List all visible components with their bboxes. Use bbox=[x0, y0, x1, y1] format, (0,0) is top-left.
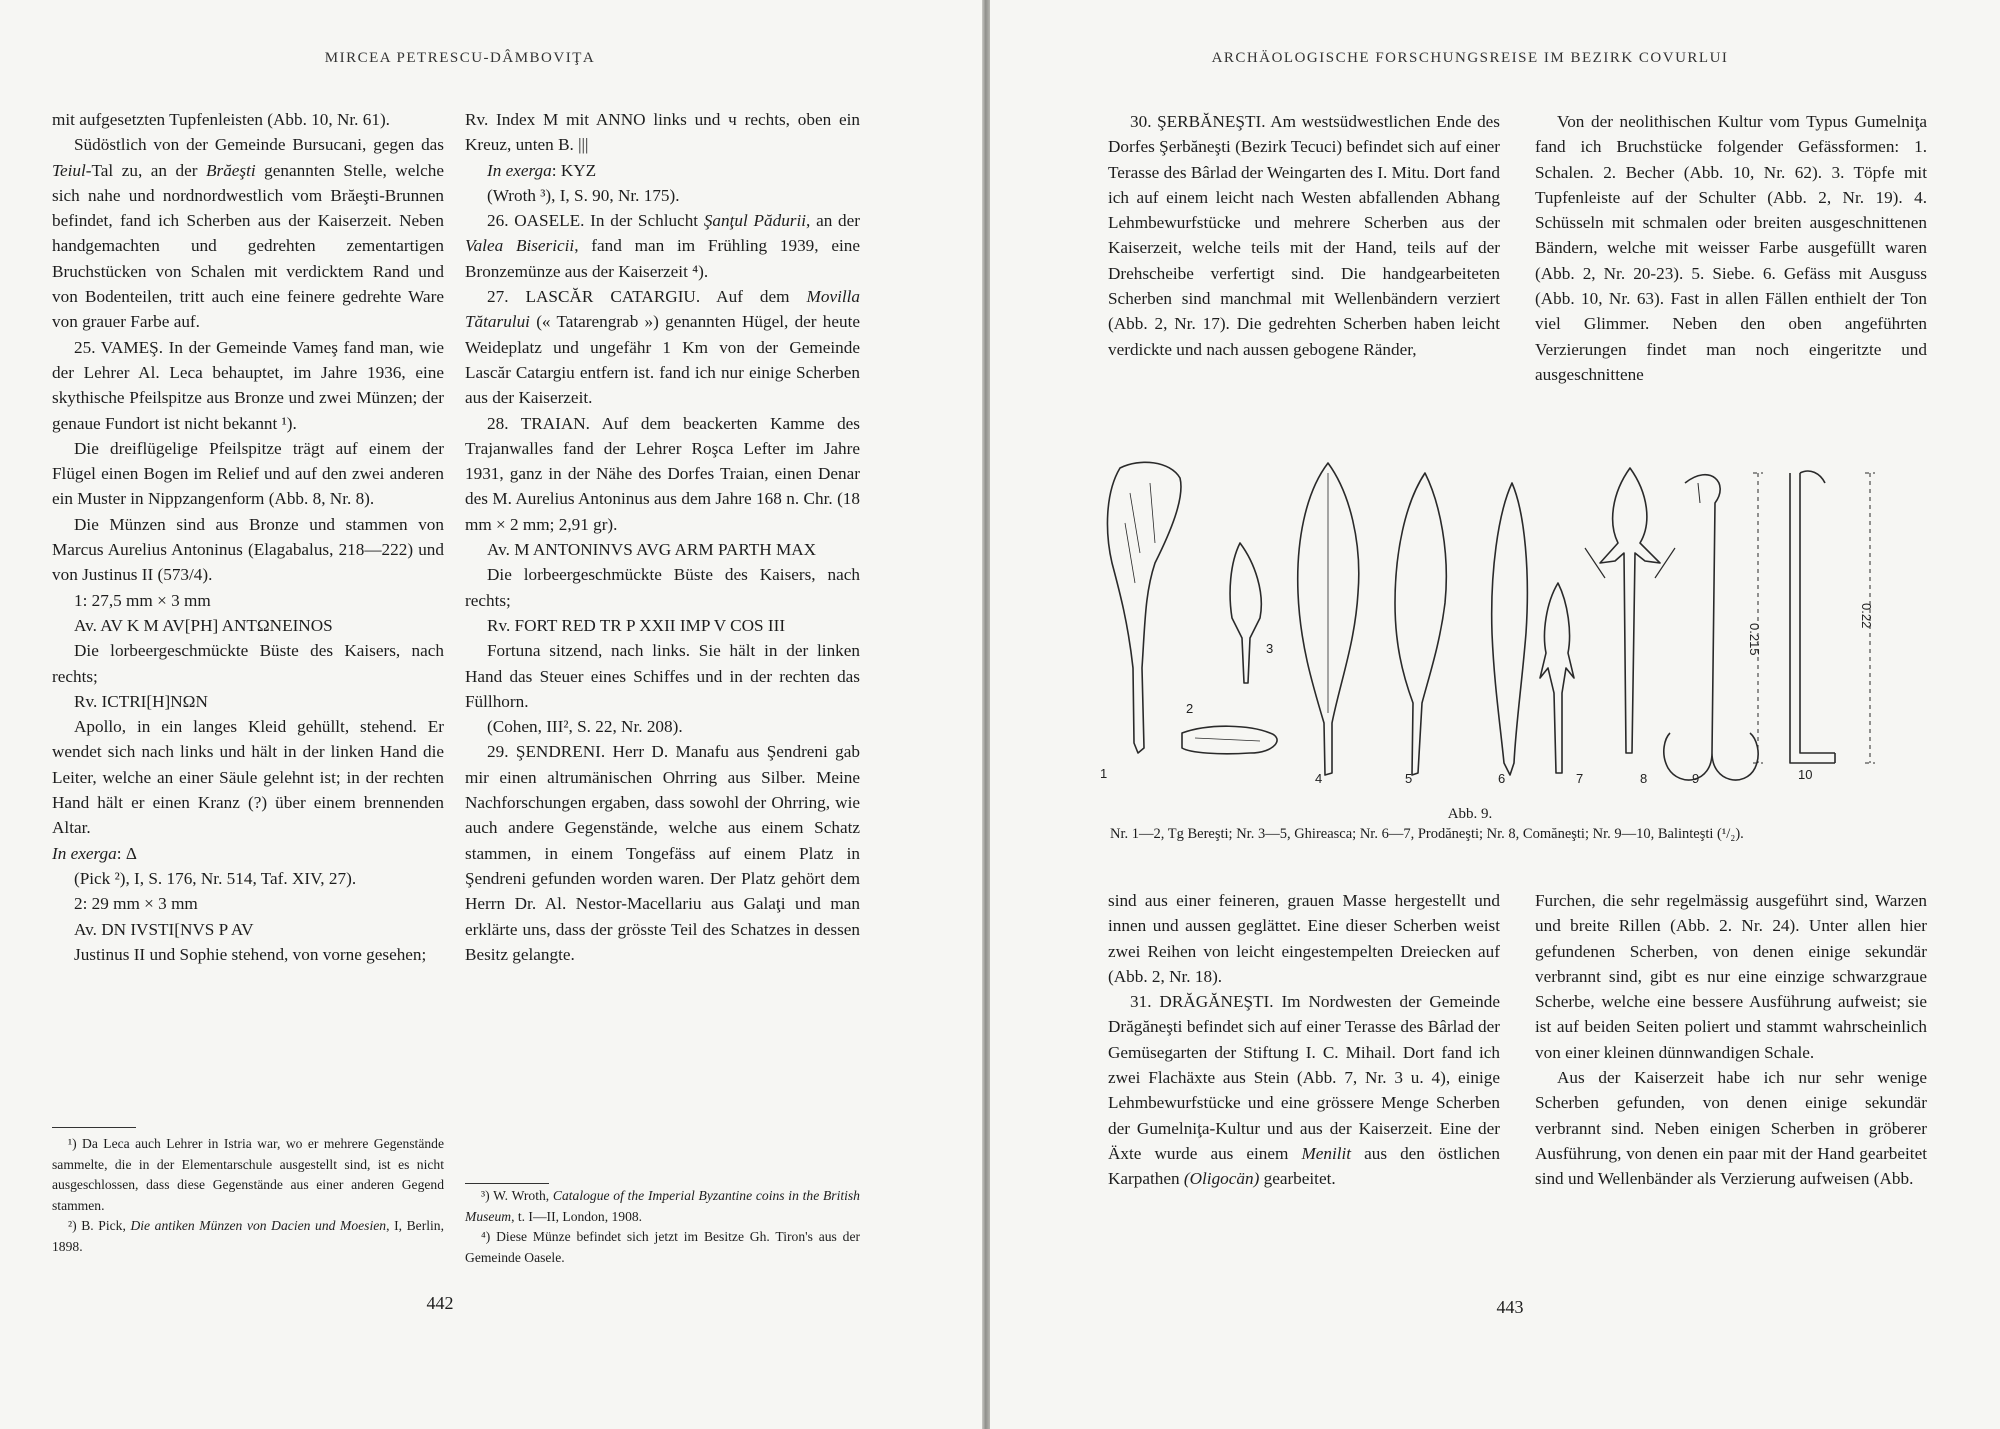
figure-label-3: 3 bbox=[1266, 641, 1274, 656]
book-gutter bbox=[982, 0, 990, 1429]
running-head: ARCHÄOLOGISCHE FORSCHUNGSREISE IM BEZIRK COVURLUI bbox=[1211, 50, 1729, 66]
footnote-rule bbox=[52, 1127, 136, 1128]
artifact-7 bbox=[1540, 583, 1574, 773]
text-run: Südöstlich von der Gemeinde Bursucani, gegen das bbox=[74, 135, 444, 155]
paragraph bbox=[52, 841, 444, 866]
paragraph: 29. ŞENDRENI. Herr D. Manafu aus Şendreni gab mir einen altrumänischen Ohrring aus Silber. Meine Nachforschungen ergaben, dass sowohl der Ohrring, wie auch andere Gegenstände, welche aus einem Schatz stammen, in einem Tongefäss auf einem Platz in Şendreni gefunden worden waren. Der Platz gehört dem Herrn Dr. Al. Nestor-Macellariu aus Galaţi und man erklärte uns, dass der grösste Teil des Schatzes in dessen Besitz gelangte. bbox=[465, 742, 860, 964]
artifact-6 bbox=[1492, 483, 1528, 775]
artifact-1 bbox=[1107, 462, 1181, 753]
paragraph: 30. ŞERBĂNEŞTI. Am westsüdwestlichen Ende des Dorfes Şerbăneşti (Bezirk Tecuci) befindet sich auf einer Terasse des Bârlad der Weingarten des I. Mitu. Dort fand ich auf einem leicht nach Westen abfallenden Abhang Lehmbewurfstücke und mehrere Scherben aus der Kaiserzeit, welche teils mit der Hand, teils auf der Drehscheibe verfertigt sind. Die handgearbeiteten Scherben sind manchmal mit Wellenbändern verziert (Abb. 2, Nr. 17). Die gedrehten Scherben haben leicht verdickte und nach aussen gebogene Ränder, bbox=[1108, 112, 1500, 359]
paragraph: Die lorbeergeschmückte Büste des Kaisers, nach rechts; bbox=[52, 641, 444, 686]
text-run: , I, Berlin, 1898. bbox=[52, 1218, 444, 1254]
left-page-column-1 bbox=[52, 107, 444, 967]
figure-label-10: 10 bbox=[1798, 767, 1813, 782]
figure-label-1: 1 bbox=[1100, 766, 1108, 781]
paragraph: 1: 27,5 mm × 3 mm bbox=[74, 590, 211, 610]
text-run: gearbeitet. bbox=[1259, 1169, 1336, 1189]
artifact-2 bbox=[1182, 726, 1277, 754]
text-run: , t. I—II, London, 1908. bbox=[511, 1208, 643, 1224]
page-number: 442 bbox=[426, 1293, 454, 1313]
text-run: , fand man im Frühling 1939, eine Bronzemünze aus der Kaiserzeit ⁴). bbox=[465, 236, 860, 281]
text-run: 31. DRĂGĂNEŞTI. Im Nordwesten der Gemeinde Drăgăneşti befindet sich auf einer Terasse des Bârlad der Gemüsegarten der Stiftung I. C. Mihail. Dort fand ich zwei Flachäxte aus Stein (Abb. 7, Nr. 3 u. 4), einige Lehmbewurfstücke und eine grössere Menge Scherben der Gumelniţa-Kultur und aus der Kaiserzeit. Eine der Äxte wurde aus einem bbox=[1108, 992, 1500, 1163]
running-head: MIRCEA PETRESCU-DÂMBOVIŢA bbox=[324, 50, 596, 66]
text-run: 26. OASELE. In der Schlucht bbox=[487, 211, 704, 231]
paragraph: 25. VAMEŞ. In der Gemeinde Vameş fand man, wie der Lehrer Al. Leca behauptet, im Jahre 1936, eine skythische Pfeilspitze aus Bronze und zwei Münzen; der genaue Fundort ist nicht bekannt ¹). bbox=[52, 337, 444, 433]
paragraph: Fortuna sitzend, nach links. Sie hält in der linken Hand das Steuer eines Schiffes und in der rechten das Füllhorn. bbox=[465, 641, 860, 711]
paragraph: Rv. Index M mit ANNO links und ч rechts, oben ein Kreuz, unten B. ||| bbox=[465, 110, 860, 155]
paragraph: Furchen, die sehr regelmässig ausgeführt sind, Warzen und breite Rillen (Abb. 2. Nr. 24). Unter allen hier gefundenen Scherben, von denen einige sekundär verbrannt sind, gibt es nur eine einzige schwarzgraue Scherbe, welche eine bessere Ausführung aufweist; sie ist auf beiden Seiten poliert und stammt wahrscheinlich von einer kleinen dünnwandigen Schale. bbox=[1535, 891, 1927, 1062]
paragraph bbox=[465, 1186, 860, 1227]
paragraph: sind aus einer feineren, grauen Masse hergestellt und innen und aussen geglättet. Eine dieser Scherben weist zwei Reihen von leicht eingestempelten Dreiecken auf (Abb. 2, Nr. 18). bbox=[1108, 891, 1500, 986]
paragraph: 28. TRAIAN. Auf dem beackerten Kamme des Trajanwalles fand der Lehrer Roşca Lefter im Jahre 1931, ganz in der Nähe des Dorfes Traian, einen Denar des M. Aurelius Antoninus aus dem Jahre 168 n. Chr. (18 mm × 2 mm; 2,91 gr). bbox=[465, 413, 860, 534]
text-run: ³) W. Wroth, bbox=[481, 1188, 553, 1203]
text-run: (« Tatarengrab ») genannten Hügel, der heute Weideplatz und ungefähr 1 Km von der Gemeinde Lascăr Catargiu entfern ist. fand ich nur einige Scherben aus der Kaiserzeit. bbox=[465, 312, 860, 408]
paragraph bbox=[52, 1216, 444, 1257]
text-run: : KYZ bbox=[551, 160, 597, 180]
text-run: 27. LASCĂR CATARGIU. Auf dem bbox=[487, 287, 807, 307]
paragraph: Rv. ICTRI[H]NΩN bbox=[74, 691, 208, 711]
paragraph: Aus der Kaiserzeit habe ich nur sehr wenige Scherben gefunden, von denen einige sekundär verbrannt sind. Neben einigen Scherben in gröberer Ausführung, von denen ein paar mit der Hand gearbeitet sind und Wellenbänder als Verzierung aufweisen (Abb. bbox=[1535, 1068, 1927, 1189]
text-run: : Δ bbox=[116, 843, 137, 863]
paragraph bbox=[465, 158, 860, 183]
paragraph: ⁴) Diese Münze befindet sich jetzt im Besitze Gh. Tiron's aus der Gemeinde Oasele. bbox=[465, 1229, 860, 1265]
figure-label-6: 6 bbox=[1498, 771, 1506, 786]
italic-run: Teiul bbox=[52, 160, 86, 180]
paragraph: (Cohen, III², S. 22, Nr. 208). bbox=[487, 717, 683, 737]
paragraph: ¹) Da Leca auch Lehrer in Istria war, wo er mehrere Gegenstände sammelte, die in der Elementarschule ausgestellt sind, ist es nicht ausgeschlossen, dass diese Gegenstände aus einer anderen Gegend stammen. bbox=[52, 1136, 444, 1213]
paragraph: (Pick ²), I, S. 176, Nr. 514, Taf. XIV, 27). bbox=[74, 868, 357, 888]
figure-label-2: 2 bbox=[1186, 701, 1194, 716]
figure-abb-9 bbox=[1100, 453, 1900, 798]
artifact-10 bbox=[1790, 471, 1835, 763]
paragraph: (Wroth ³), I, S. 90, Nr. 175). bbox=[487, 185, 680, 205]
paragraph: Apollo, in ein langes Kleid gehüllt, stehend. Er wendet sich nach links und hält in der linken Hand die Leiter, welche an einer Säule gelehnt ist; in der rechten Hand hält er einen Kranz (?) über einem brennenden Altar. bbox=[52, 717, 444, 838]
page-number: 443 bbox=[1496, 1297, 1524, 1317]
italic-run: Catalogue of the Imperial Byzantine coins in the British Museum bbox=[465, 1188, 860, 1224]
paragraph: Die Münzen sind aus Bronze und stammen von Marcus Aurelius Antoninus (Elagabalus, 218—222) und von Justinus II (573/4). bbox=[52, 514, 444, 585]
artifact-9 bbox=[1664, 475, 1758, 780]
artifact-5 bbox=[1395, 473, 1446, 775]
paragraph bbox=[1108, 989, 1500, 1191]
italic-run: Şanţul Pădurii bbox=[703, 211, 807, 231]
figure-label-4: 4 bbox=[1315, 771, 1323, 786]
artifact-drawing bbox=[1100, 453, 1900, 798]
paragraph bbox=[52, 132, 444, 334]
text-run: genannten Stelle, welche sich nahe und nordnordwestlich vom Brăeşti-Brunnen befindet, fand ich Scherben aus der Kaiserzeit. Neben handgemachten und gedrehten zementartigen Bruchstücken von Schalen mit verdicktem Rand und von Bodenteilen, tritt auch eine feinere gedrehte Ware von grauer Farbe auf. bbox=[52, 160, 444, 332]
paragraph: Die lorbeergeschmückte Büste des Kaisers, nach rechts; bbox=[465, 565, 860, 610]
artifact-8 bbox=[1600, 468, 1660, 753]
italic-run: Brăeşti bbox=[206, 160, 256, 180]
right-page-column-1-bottom bbox=[1108, 888, 1500, 1192]
paragraph: Av. M ANTONINVS AVG ARM PARTH MAX bbox=[487, 540, 817, 560]
paragraph: Die dreiflügelige Pfeilspitze trägt auf einem der Flügel einen Bogen im Relief und auf den zwei anderen ein Muster in Nippzangenform (Abb. 8, Nr. 8). bbox=[52, 438, 444, 509]
paragraph bbox=[465, 208, 860, 284]
left-page-column-2-footnotes bbox=[465, 1186, 860, 1268]
right-page-column-1-top bbox=[1108, 109, 1500, 362]
paragraph: mit aufgesetzten Tupfenleisten (Abb. 10, Nr. 61). bbox=[52, 110, 390, 129]
paragraph: Av. AV K M AV[PH] ANTΩNEINOS bbox=[74, 615, 333, 635]
artifact-3 bbox=[1230, 543, 1261, 683]
italic-run: (Oligocän) bbox=[1183, 1169, 1260, 1189]
figure-scale-label: 0.22 bbox=[1859, 603, 1874, 629]
italic-run: Menilit bbox=[1301, 1143, 1352, 1163]
left-page bbox=[0, 0, 982, 1429]
right-page-column-2-top bbox=[1535, 109, 1927, 387]
paragraph: Von der neolithischen Kultur vom Typus Gumelniţa fand ich Bruchstücke folgender Gefässformen: 1. Schalen. 2. Becher (Abb. 10, Nr. 62). 3. Töpfe mit Tupfenleiste auf der Schulter (Abb. 2, Nr. 19). 4. Schüsseln mit schmalen oder breiten ausgeschnittenen Bändern, welche mit weisser Farbe ausgefüllt waren (Abb. 2, Nr. 20-23). 5. Siebe. 6. Gefäss mit Ausguss (Abb. 10, Nr. 63). Fast in allen Fällen enthielt der Ton viel Glimmer. Neben den oben angeführten Verzierungen findet man noch eingeritzte und ausgeschnittene bbox=[1535, 112, 1927, 384]
italic-run: In exerga bbox=[52, 843, 117, 863]
figure-caption-text: Nr. 1—2, Tg Bereşti; Nr. 3—5, Ghireasca; Nr. 6—7, Prodăneşti; Nr. 8, Comăneşti; Nr. 9—10, Balinteşti (¹/₂). bbox=[1110, 826, 1744, 842]
left-page-column-1-footnotes bbox=[52, 1134, 444, 1257]
text-run: ²) B. Pick, bbox=[68, 1218, 131, 1233]
paragraph: Justinus II und Sophie stehend, von vorne gesehen; bbox=[74, 944, 427, 964]
italic-run: In exerga bbox=[487, 160, 552, 180]
paragraph: 2: 29 mm × 3 mm bbox=[74, 894, 198, 914]
figure-scale-label: 0.215 bbox=[1747, 623, 1762, 656]
right-page-column-2-bottom bbox=[1535, 888, 1927, 1192]
text-run: aus den östlichen Karpathen bbox=[1108, 1143, 1500, 1189]
right-page bbox=[990, 0, 2000, 1429]
footnote-rule bbox=[465, 1183, 549, 1184]
italic-run: Valea Bisericii bbox=[465, 236, 575, 256]
italic-run: Movilla Tătarului bbox=[465, 287, 860, 332]
text-run: -Tal zu, an der bbox=[85, 160, 206, 180]
left-page-column-2 bbox=[465, 107, 860, 967]
italic-run: Die antiken Münzen von Dacien und Moesien bbox=[130, 1218, 387, 1233]
figure-label-7: 7 bbox=[1576, 771, 1584, 786]
paragraph bbox=[465, 284, 860, 410]
figure-caption-title: Abb. 9. bbox=[1447, 806, 1493, 822]
paragraph: Av. DN IVSTI[NVS P AV bbox=[74, 919, 254, 939]
figure-label-8: 8 bbox=[1640, 771, 1648, 786]
paragraph: Rv. FORT RED TR P XXII IMP V COS III bbox=[487, 615, 786, 635]
figure-label-5: 5 bbox=[1405, 771, 1413, 786]
text-run: , an der bbox=[806, 211, 860, 231]
figure-label-9: 9 bbox=[1692, 771, 1700, 786]
